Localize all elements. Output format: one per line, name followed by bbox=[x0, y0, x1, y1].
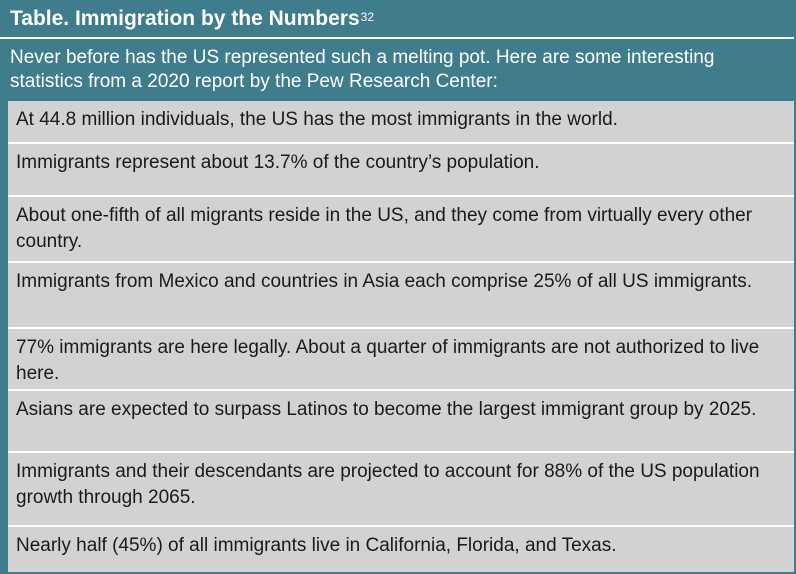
table-title: Table. Immigration by the Numbers bbox=[10, 7, 360, 30]
table-row: 77% immigrants are here legally. About a quarter of immigrants are not authorized to live here. bbox=[8, 327, 794, 389]
table-intro: Never before has the US represented such a melting pot. Here are some interesting statistics from a 2020 report by the Pew Research Center: bbox=[0, 37, 794, 101]
table-row: Asians are expected to surpass Latinos to become the largest immigrant group by 2025. bbox=[8, 389, 794, 451]
footnote-ref: 32 bbox=[360, 10, 375, 24]
table-title-bar bbox=[0, 0, 794, 37]
table-row: Nearly half (45%) of all immigrants live in California, Florida, and Texas. bbox=[8, 525, 794, 570]
table-row: Immigrants from Mexico and countries in Asia each comprise 25% of all US immigrants. bbox=[8, 261, 794, 327]
table-row: Immigrants represent about 13.7% of the country’s population. bbox=[8, 142, 794, 195]
table-row: Immigrants and their descendants are projected to account for 88% of the US population growth through 2065. bbox=[8, 451, 794, 525]
table-rows bbox=[0, 101, 794, 572]
table-row: About one-fifth of all migrants reside in the US, and they come from virtually every other country. bbox=[8, 195, 794, 261]
table-row: At 44.8 million individuals, the US has the most immigrants in the world. bbox=[16, 109, 618, 130]
